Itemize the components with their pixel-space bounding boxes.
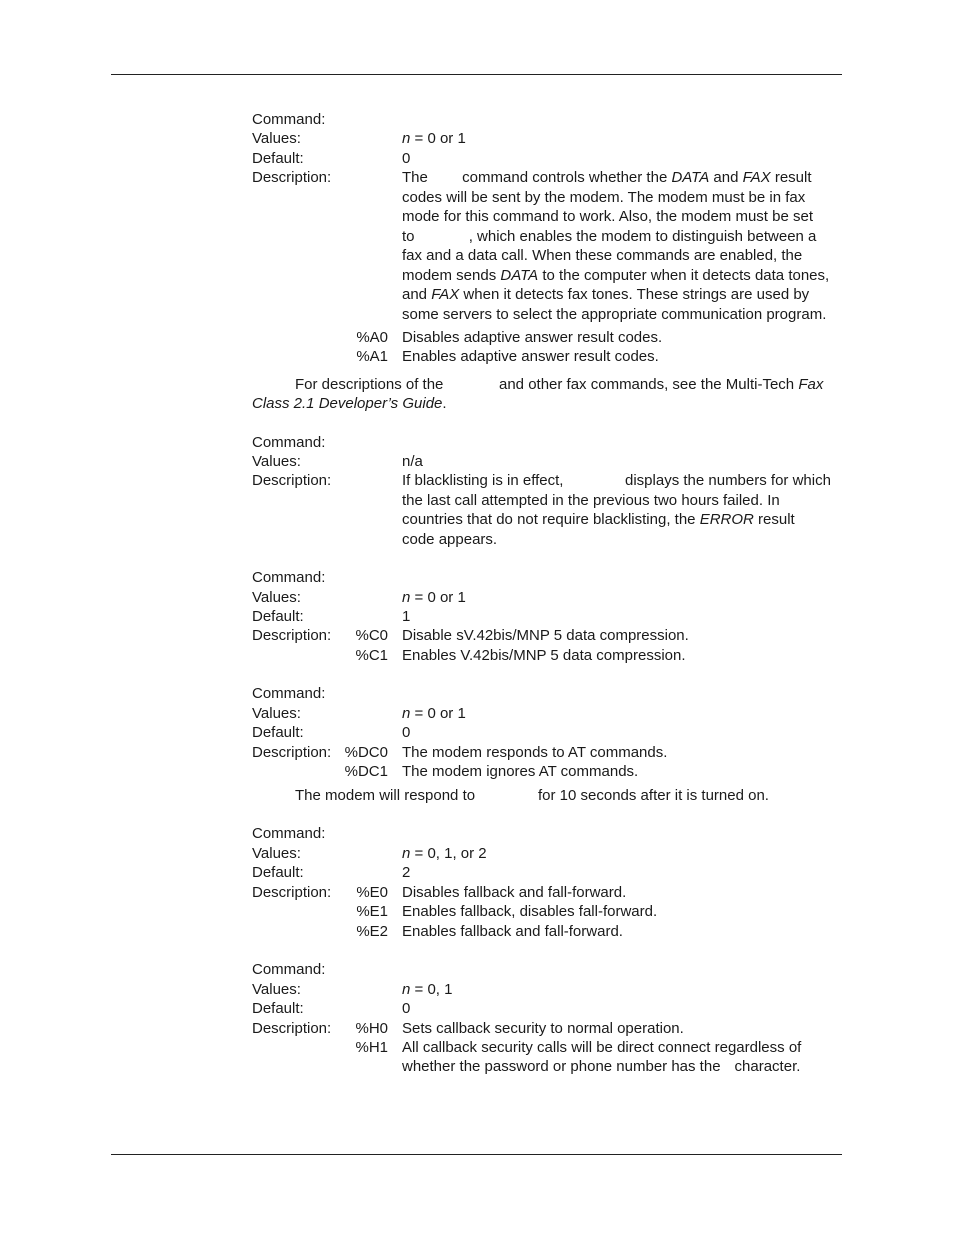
option-text: Enables fallback, disables fall-forward. [402,903,658,920]
header-rule [111,74,842,75]
values-value: n/a [402,453,423,470]
option-text: Enables fallback and fall-forward. [402,923,623,940]
command-label: Command: [252,111,326,128]
values-label: Values: [252,130,301,147]
command-label: Command: [252,434,326,451]
option-text: Enables V.42bis/MNP 5 data compression. [402,647,686,664]
option-code: %E2 [356,923,388,940]
default-label: Default: [252,724,304,741]
default-value: 2 [402,864,411,881]
option-text: Disables adaptive answer result codes. [402,329,663,346]
description-line: the last call attempted in the previous two hours failed. In [402,492,780,509]
note-line: for 10 seconds after it is turned on. [538,787,769,804]
note-line: The modem will respond to [295,787,476,804]
option-text: The modem ignores AT commands. [402,763,639,780]
default-value: 0 [402,724,411,741]
command-label: Command: [252,569,326,586]
option-code: %H0 [355,1020,388,1037]
note-line: Class 2.1 Developer’s Guide. [252,395,447,412]
values-label: Values: [252,453,301,470]
default-value: 0 [402,150,411,167]
option-text: All callback security calls will be direct connect regardless of [402,1039,802,1056]
command-label: Command: [252,825,326,842]
description-label: Description: [252,1020,332,1037]
command-label: Command: [252,685,326,702]
option-text: The modem responds to AT commands. [402,744,668,761]
description-label: Description: [252,627,332,644]
description-line: and FAX when it detects fax tones. These strings are used by [402,286,810,303]
default-label: Default: [252,864,304,881]
description-line: code appears. [402,531,498,548]
option-code: %C1 [355,647,388,664]
option-text: Disable sV.42bis/MNP 5 data compression. [402,627,689,644]
values-value: n = 0, 1 [402,981,453,998]
description-line: The command controls whether the DATA and FAX result [402,169,812,186]
note-line: and other fax commands, see the Multi-Tech Fax [499,376,824,393]
description-line: fax and a data call. When these commands are enabled, the [402,247,803,264]
description-line: If blacklisting is in effect, [402,472,564,489]
option-text: Sets callback security to normal operation. [402,1020,684,1037]
default-value: 0 [402,1000,411,1017]
values-value: n = 0 or 1 [402,589,466,606]
option-code: %C0 [355,627,388,644]
description-label: Description: [252,472,332,489]
description-line: some servers to select the appropriate communication program. [402,306,827,323]
values-label: Values: [252,845,301,862]
command-label: Command: [252,961,326,978]
description-line: mode for this command to work. Also, the modem must be set [402,208,814,225]
option-code: %H1 [355,1039,388,1056]
description-label: Description: [252,169,332,186]
description-line: modem sends DATA to the computer when it detects data tones, [402,267,830,284]
option-code: %A0 [356,329,388,346]
option-text: Disables fallback and fall-forward. [402,884,627,901]
values-label: Values: [252,705,301,722]
values-label: Values: [252,589,301,606]
option-text: whether the password or phone number has the character. [402,1058,801,1075]
option-code: %DC0 [344,744,388,761]
option-code: %DC1 [344,763,388,780]
values-label: Values: [252,981,301,998]
values-value: n = 0, 1, or 2 [402,845,487,862]
option-code: %A1 [356,348,388,365]
values-value: n = 0 or 1 [402,130,466,147]
description-line: codes will be sent by the modem. The modem must be in fax [402,189,806,206]
description-line: displays the numbers for which [625,472,831,489]
option-code: %E0 [356,884,388,901]
default-label: Default: [252,608,304,625]
option-text: Enables adaptive answer result codes. [402,348,659,365]
footer-rule [111,1154,842,1155]
option-code: %E1 [356,903,388,920]
default-label: Default: [252,150,304,167]
description-line: to , which enables the modem to distinguish between a [402,228,817,245]
values-value: n = 0 or 1 [402,705,466,722]
note-line: For descriptions of the [295,376,444,393]
description-line: countries that do not require blacklisting, the ERROR result [402,511,795,528]
description-label: Description: [252,884,332,901]
description-label: Description: [252,744,332,761]
default-value: 1 [402,608,411,625]
default-label: Default: [252,1000,304,1017]
